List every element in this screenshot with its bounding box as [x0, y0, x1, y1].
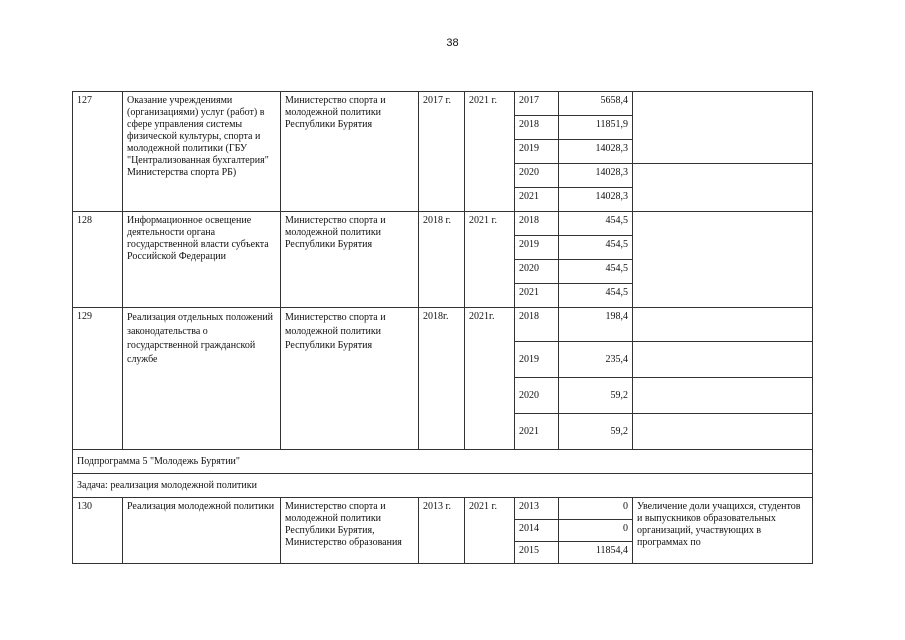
measure-name: Информационное освещение деятельности органа государственной власти субъекта Российской Федерации [123, 212, 281, 308]
result-cell [633, 414, 813, 450]
year-cell: 2021 [515, 414, 559, 450]
amount-cell: 14028,3 [559, 164, 633, 188]
result-cell: Увеличение доли учащихся, студентов и выпускников образовательных организаций, участвующих в программах по [633, 498, 813, 564]
measure-name: Оказание учреждениями (организациями) услуг (работ) в сфере управления системы физической культуры, спорта и молодежной политики (ГБУ "Централизованная бухгалтерия" Министерства спорта РБ) [123, 92, 281, 212]
task-title: Задача: реализация молодежной политики [73, 474, 813, 498]
amount-cell: 454,5 [559, 284, 633, 308]
result-cell [633, 92, 813, 164]
row-number: 128 [73, 212, 123, 308]
subprogram-title: Подпрограмма 5 "Молодежь Бурятии" [73, 450, 813, 474]
start-year: 2018 г. [419, 212, 465, 308]
measure-name: Реализация отдельных положений законодательства о государственной гражданской службе [123, 308, 281, 450]
start-year: 2017 г. [419, 92, 465, 212]
end-year: 2021г. [465, 308, 515, 450]
page-number: 38 [446, 37, 459, 49]
year-cell: 2019 [515, 140, 559, 164]
year-cell: 2020 [515, 260, 559, 284]
amount-cell: 11854,4 [559, 542, 633, 564]
amount-cell: 454,5 [559, 212, 633, 236]
row-number: 127 [73, 92, 123, 212]
year-cell: 2019 [515, 342, 559, 378]
amount-cell: 0 [559, 498, 633, 520]
year-cell: 2014 [515, 520, 559, 542]
end-year: 2021 г. [465, 212, 515, 308]
year-cell: 2017 [515, 92, 559, 116]
end-year: 2021 г. [465, 498, 515, 564]
row-number: 129 [73, 308, 123, 450]
executor: Министерство спорта и молодежной политики Республики Бурятия [281, 212, 419, 308]
year-cell: 2013 [515, 498, 559, 520]
year-cell: 2015 [515, 542, 559, 564]
year-cell: 2020 [515, 164, 559, 188]
amount-cell: 0 [559, 520, 633, 542]
result-cell [633, 378, 813, 414]
year-cell: 2021 [515, 284, 559, 308]
amount-cell: 59,2 [559, 414, 633, 450]
subprogram-row [73, 450, 813, 474]
amount-cell: 235,4 [559, 342, 633, 378]
result-cell [633, 308, 813, 342]
table-row [73, 498, 813, 520]
end-year: 2021 г. [465, 92, 515, 212]
year-cell: 2021 [515, 188, 559, 212]
amount-cell: 11851,9 [559, 116, 633, 140]
table-row [73, 308, 813, 342]
year-cell: 2018 [515, 116, 559, 140]
result-cell [633, 342, 813, 378]
row-number: 130 [73, 498, 123, 564]
start-year: 2018г. [419, 308, 465, 450]
year-cell: 2018 [515, 212, 559, 236]
year-cell: 2020 [515, 378, 559, 414]
start-year: 2013 г. [419, 498, 465, 564]
amount-cell: 5658,4 [559, 92, 633, 116]
measure-name: Реализация молодежной политики [123, 498, 281, 564]
task-row [73, 474, 813, 498]
amount-cell: 59,2 [559, 378, 633, 414]
table-row [73, 212, 813, 236]
executor: Министерство спорта и молодежной политики Республики Бурятия, Министерство образования [281, 498, 419, 564]
result-cell [633, 212, 813, 308]
amount-cell: 14028,3 [559, 140, 633, 164]
amount-cell: 454,5 [559, 236, 633, 260]
program-table [72, 91, 813, 564]
amount-cell: 14028,3 [559, 188, 633, 212]
year-cell: 2019 [515, 236, 559, 260]
year-cell: 2018 [515, 308, 559, 342]
executor: Министерство спорта и молодежной политики Республики Бурятия [281, 92, 419, 212]
result-cell [633, 164, 813, 212]
table-row [73, 92, 813, 116]
executor: Министерство спорта и молодежной политики Республики Бурятия [281, 308, 419, 450]
amount-cell: 198,4 [559, 308, 633, 342]
amount-cell: 454,5 [559, 260, 633, 284]
